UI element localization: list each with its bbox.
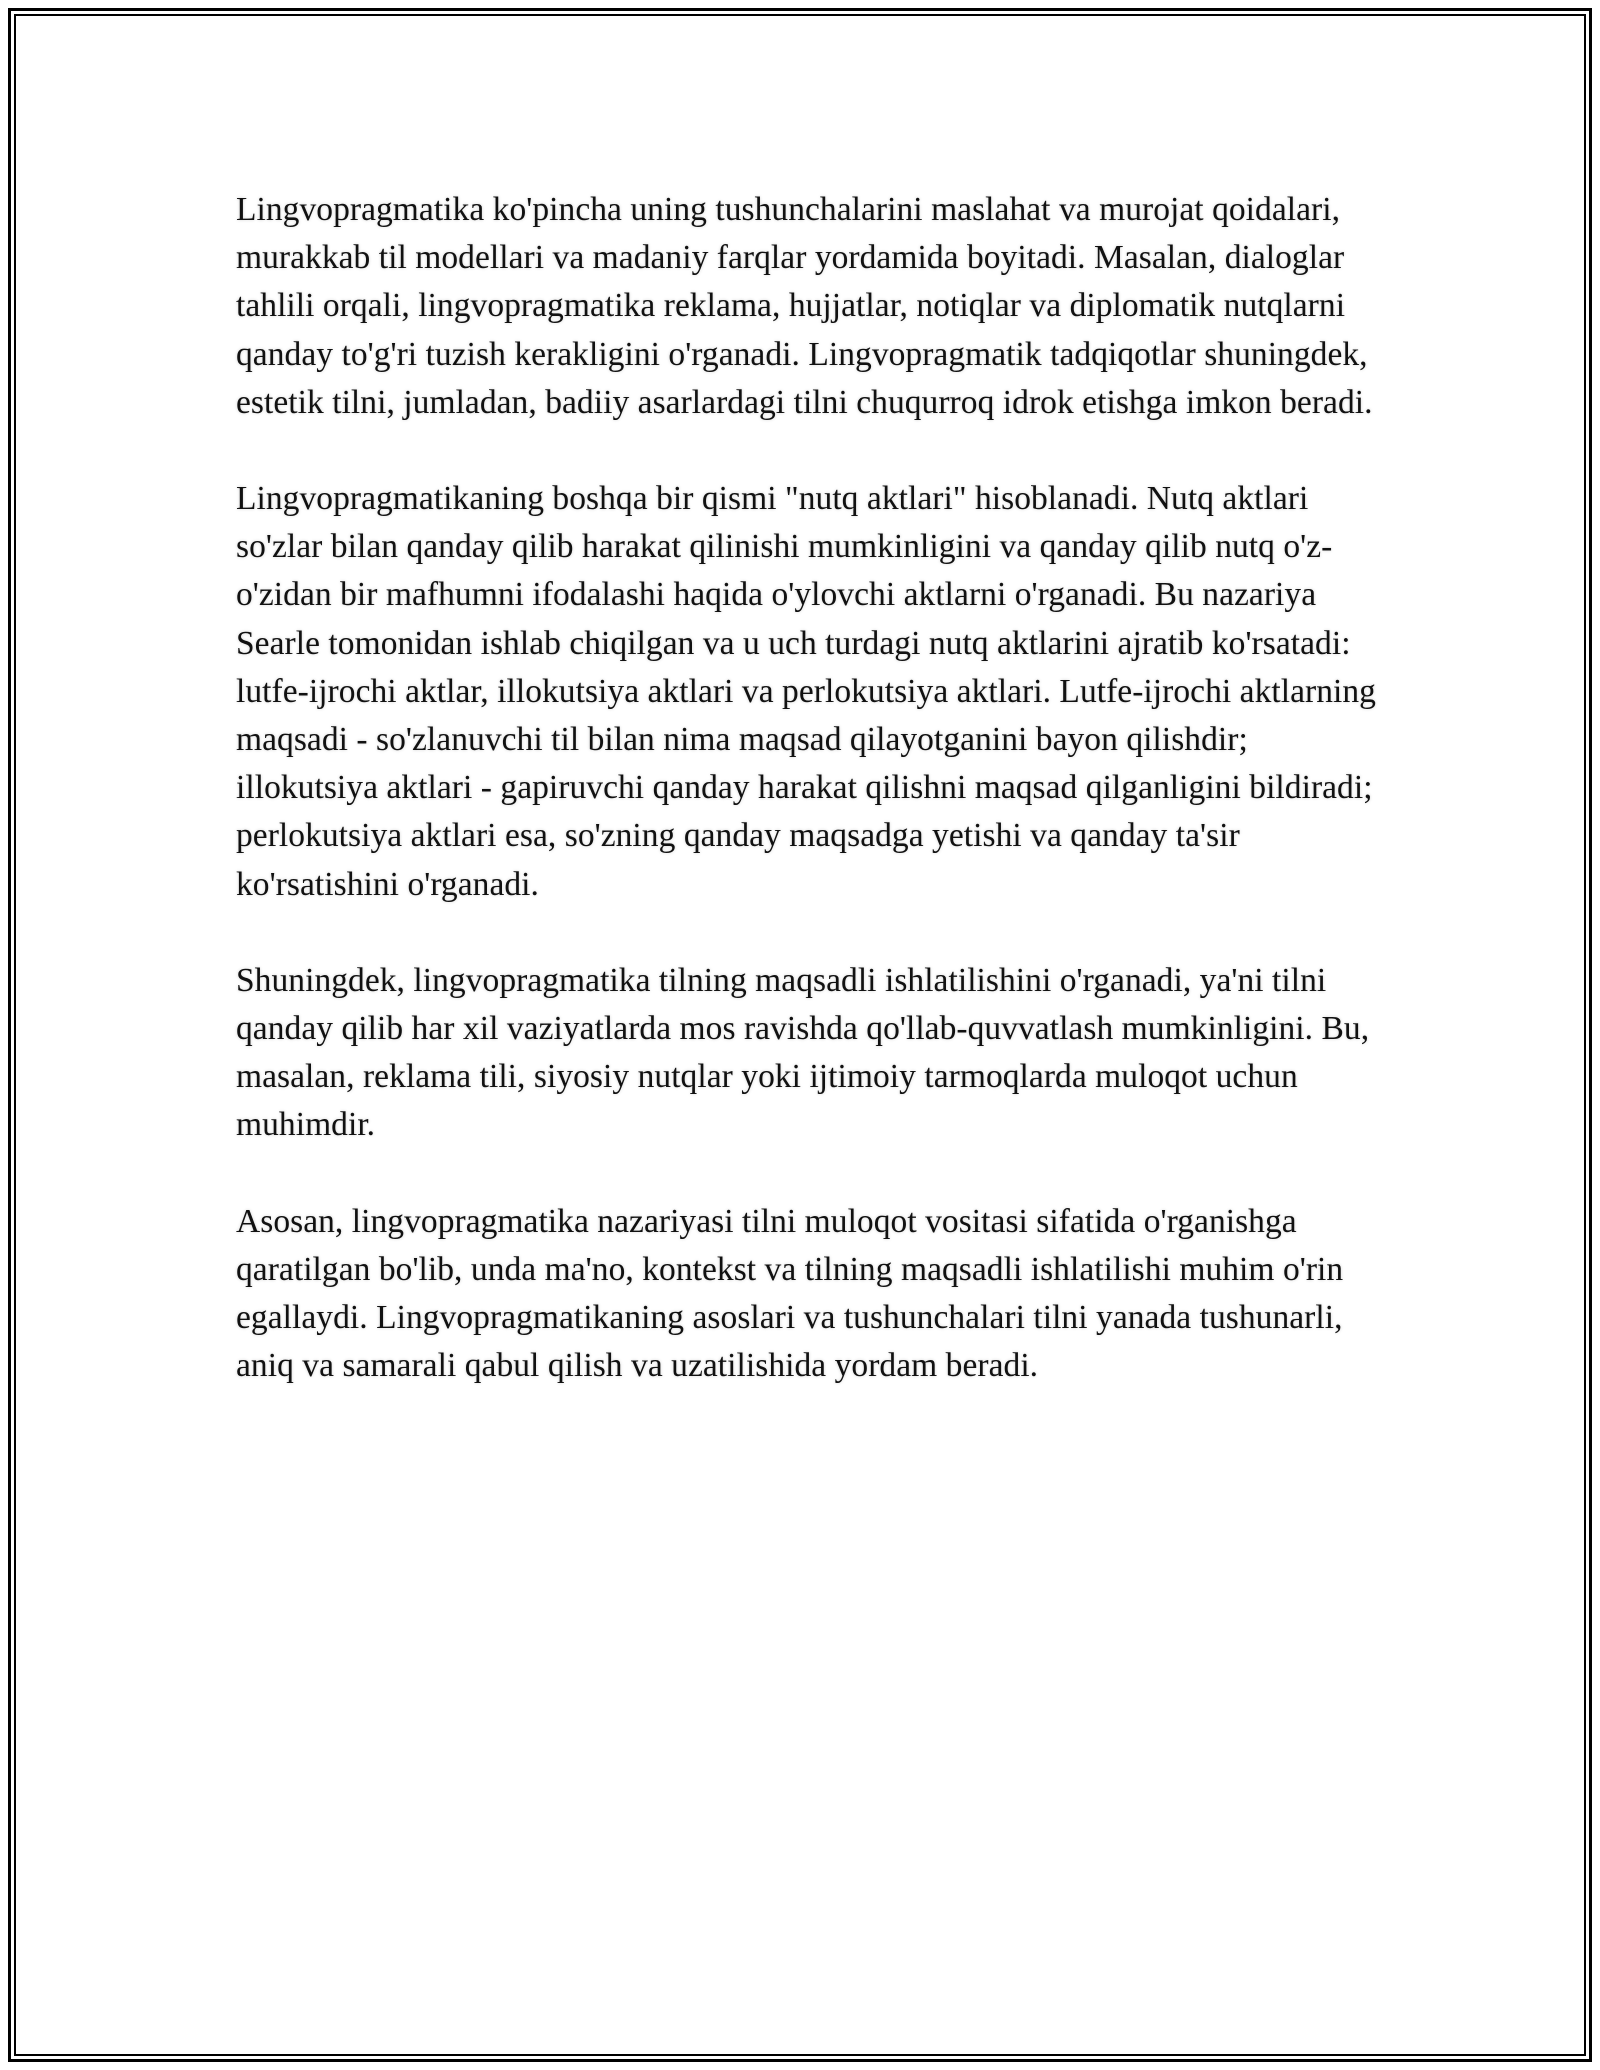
paragraph-2: Lingvopragmatikaning boshqa bir qismi "nutq aktlari" hisoblanadi. Nutq aktlari so'zlar bilan qanday qilib harakat qilinishi mumkinligini va qanday qilib nutq o'z-o'zidan bir mafhumni ifodalashi haqida o'ylovchi aktlarni o'rganadi. Bu nazariya Searle tomonidan ishlab chiqilgan va u uch turdagi nutq aktlarini ajratib ko'rsatadi: lutfe-ijrochi aktlar, illokutsiya aktlari va perlokutsiya aktlari. Lutfe-ijrochi aktlarning maqsadi - so'zlanuvchi til bilan nima maqsad qilayotganini bayon qilishdir; illokutsiya aktlari - gapiruvchi qanday harakat qilishni maqsad qilganligini bildiradi; perlokutsiya aktlari esa, so'zning qanday maqsadga yetishi va qanday ta'sir ko'rsatishini o'rganadi.	[236, 480, 1376, 903]
paragraph-3: Shuningdek, lingvopragmatika tilning maqsadli ishlatilishini o'rganadi, ya'ni tilni qanday qilib har xil vaziyatlarda mos ravishda qo'llab-quvvatlash mumkinligini. Bu, masalan, reklama tili, siyosiy nutqlar yoki ijtimoiy tarmoqlarda muloqot uchun muhimdir.	[236, 961, 1370, 1144]
paragraph-4: Asosan, lingvopragmatika nazariyasi tilni muloqot vositasi sifatida o'rganishga qaratilgan bo'lib, unda ma'no, kontekst va tilning maqsadli ishlatilishi muhim o'rin egallaydi. Lingvopragmatikaning asoslari va tushunchalari tilni yanada tushunarli, aniq va samarali qabul qilish va uzatilishida yordam beradi.	[236, 1202, 1344, 1385]
document-body	[236, 186, 1376, 1438]
paragraph-1: Lingvopragmatika ko'pincha uning tushunchalarini maslahat va murojat qoidalari, murakkab til modellari va madaniy farqlar yordamida boyitadi. Masalan, dialoglar tahlili orqali, lingvopragmatika reklama, hujjatlar, notiqlar va diplomatik nutqlarni qanday to'g'ri tuzish kerakligini o'rganadi. Lingvopragmatik tadqiqotlar shuningdek, estetik tilni, jumladan, badiiy asarlardagi tilni chuqurroq idrok etishga imkon beradi.	[236, 191, 1373, 421]
